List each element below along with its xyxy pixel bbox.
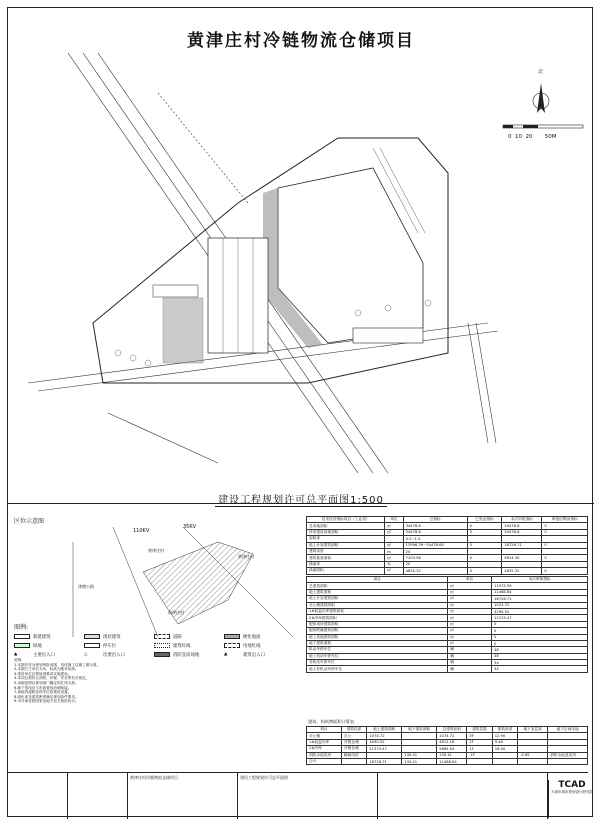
table-row: 地上机动车停车位 辆 48 [307, 653, 588, 659]
table-row: 地下建筑面积 ㎡ 0 [307, 640, 588, 646]
table-header-row: 项目 单位 本次审核指标 [307, 577, 588, 583]
note-line: 8.绿化率及建筑密度满足规划条件要求。 [14, 694, 79, 699]
table-header-row: 项目 建筑性质 地上建筑面积 地下建筑面积 总建筑面积 建筑层数 建筑高度 地下室层高 地下空间用途 [307, 727, 588, 733]
drawing-sheet [7, 7, 593, 817]
legend-item: 道路 [154, 634, 224, 640]
note-line: 6.地下管线应与市政管线协调衔接。 [14, 685, 72, 690]
table-row: 地上建筑面积 ㎡ 11468.64 [307, 589, 588, 595]
tech-econ-table [306, 516, 588, 575]
table-row: 地上其他建筑面积 ㎡ 0 [307, 634, 588, 640]
table-row: 建筑高度 m 20 [307, 548, 588, 554]
note-line: 5.用地范围以规划部门确定的红线为准。 [14, 680, 79, 685]
note-line: 1.本图仅作为规划审批用图，具体施工以施工图为准。 [14, 662, 101, 667]
title-block-cell [68, 773, 128, 819]
table-row: 地上非机动车停车位 辆 34 [307, 666, 588, 672]
table-row: 总建筑面积 ㎡ 11975.39 [307, 583, 588, 589]
legend-item: 新建建筑 [14, 634, 84, 640]
table-row: 配套用房建筑面积 ㎡ 0 [307, 621, 588, 627]
site-plan [8, 53, 594, 473]
location-map-title: 区位示意图 [14, 518, 45, 525]
parking-area [163, 298, 203, 363]
table-row: 绿地面积 ㎡ 4835.32 0 4835.32 0 [307, 568, 588, 574]
title-block-cell [378, 773, 548, 819]
building-area-table [306, 726, 588, 765]
notes [14, 658, 299, 704]
loc-label-village-1: 黄津庄村 [148, 548, 164, 553]
title-block-strip [8, 772, 588, 819]
plan-caption: 建设工程规划许可总平面图1:500 [8, 491, 594, 506]
note-line: 3.建设单位应按规划要求实施建设。 [14, 671, 72, 676]
table-row: 总用地面积 ㎡ 34476.6 0 34476.6 0 [307, 523, 588, 529]
legend [14, 632, 299, 659]
table-row: 地上计容建筑面积 ㎡ 13996.39~34476.60 0 16726.71 0 [307, 542, 588, 548]
building-area-table-title: 建筑、构筑物面积计算表 [308, 719, 355, 724]
note-line: 7.场地内道路及停车位按规范设置。 [14, 690, 72, 695]
table-row: 建筑基底面积 ㎡ 7203.96 0 9814.30 0 [307, 555, 588, 561]
table-row: 容积率 0.5~1.0 [307, 536, 588, 542]
legend-title: 图例: [14, 624, 29, 631]
note-line: 2.本图尺寸单位为米，标高为绝对标高。 [14, 667, 79, 672]
notes-heading: 说明: [14, 658, 23, 662]
drawing-title: 黄津庄村冷链物流仓储项目 [187, 31, 415, 51]
legend-item: ▲ 建筑出入口 [224, 652, 265, 658]
loc-label-road: 津塘公路 [78, 584, 94, 589]
table-row: 所用建设用地面积 ㎡ 34476.6 0 34476.6 0 [307, 529, 588, 535]
loc-label-35kv: 35KV [183, 524, 197, 530]
tcad-logo: TCAD 天津市城市规划设计研究院 [548, 780, 595, 818]
table-row: 机动车停车位 辆 48 [307, 647, 588, 653]
legend-item: 用地红线 [224, 643, 294, 649]
table-row: 配套附属建筑面积 ㎡ 0 [307, 628, 588, 634]
legend-item: 停车位 [84, 643, 154, 649]
pump-house [353, 328, 423, 343]
office-building [153, 285, 198, 297]
north-arrow-icon [533, 83, 549, 113]
table-header-row: 技术经济指标项目（工业类） 单位 总指标 已发证指标 本次申报指标 审批后剩余指标 [307, 517, 588, 523]
table-row: 合计 16726.71 130.41 11468.64 [307, 758, 588, 764]
legend-item: 绿地 [14, 643, 84, 649]
table-row: 2#冷库建筑面积 ㎡ 11374.47 [307, 615, 588, 621]
title-block-drawing: 建设工程规划许可总平面图 [238, 773, 378, 819]
title-block-cell [8, 773, 68, 819]
north-label: 北 [538, 69, 544, 75]
note-line: 4.本项目需符合消防、环保、安全等有关规定。 [14, 676, 90, 681]
table-row: 办公楼建筑面积 ㎡ 1074.72 [307, 602, 588, 608]
scale-bar [503, 125, 583, 128]
table-row: 办公楼 办公 1074.72 1074.72 3F 12.90 [307, 733, 588, 739]
note-line: 9.未尽事宜按国家及地方有关规范执行。 [14, 699, 79, 704]
table-row: 1#低温冷库建筑面积 ㎡ 4290.52 [307, 608, 588, 614]
table-row: 地上计容建筑面积 ㎡ 16726.71 [307, 596, 588, 602]
legend-item: 消防登高场地 [154, 652, 224, 658]
loc-label-village-3: 黄津庄村 [168, 610, 184, 615]
title-block-project: 黄津庄村冷链物流仓储项目 [128, 773, 238, 819]
scale-labels: 0 10 20 50M [508, 134, 557, 140]
section-divider [8, 503, 594, 504]
legend-item: ▲ 主要出入口 [14, 652, 55, 658]
table-row: 绿地率 % 20 [307, 561, 588, 567]
legend-item: 建筑红线 [154, 643, 224, 649]
location-map [13, 512, 298, 637]
table-row: 消防水池泵房 辅助用房 130.41 130.41 -1F -5.65 消防水池及泵房 [307, 752, 588, 758]
legend-item: 硬化地面 [224, 634, 294, 640]
table-row: 非机动车停车位 辆 34 [307, 660, 588, 666]
loc-label-110kv: 110KV [133, 528, 150, 534]
table-row: 2#冷库 冷链仓储 11374.47 5885.54 1F 16.50 [307, 746, 588, 752]
area-indicator-table [306, 576, 588, 673]
loc-label-village-2: 黄津庄村 [238, 554, 254, 559]
legend-item: 现状建筑 [84, 634, 154, 640]
legend-item: △ 次要出入口 [84, 652, 125, 658]
table-row: 1#低温冷库 冷链仓储 4290.52 4812.16 2F 9.48 [307, 739, 588, 745]
